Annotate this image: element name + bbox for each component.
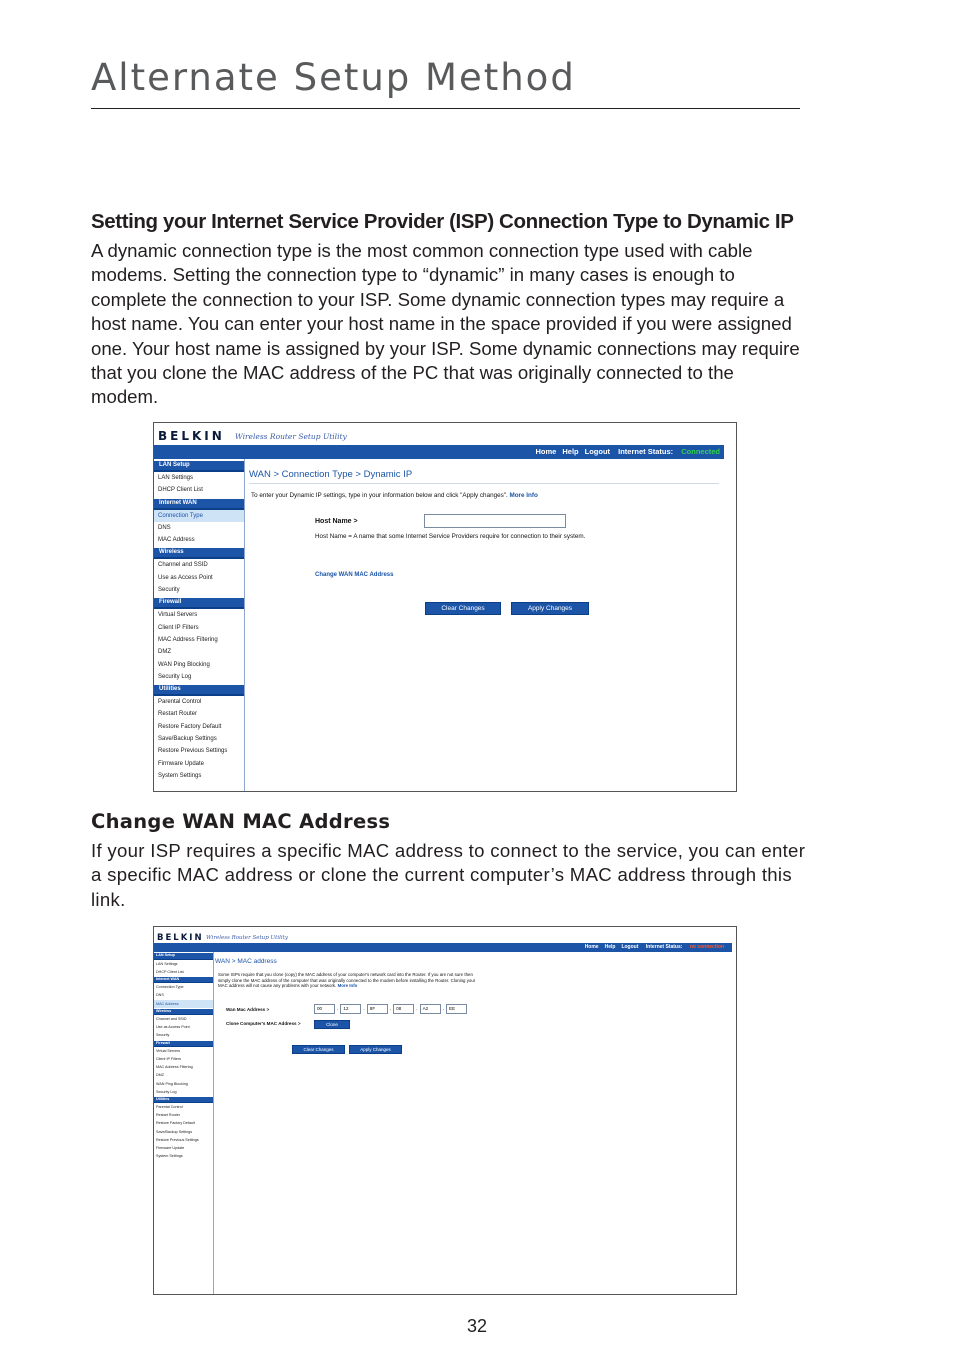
status-value: no connection <box>689 944 724 950</box>
sidebar-item-lan-settings[interactable]: LAN Settings <box>156 961 178 966</box>
mac-address-screenshot <box>153 926 737 1295</box>
status-label: Internet Status: <box>645 944 683 950</box>
more-info-link[interactable]: More Info <box>509 492 538 499</box>
sidebar-item-security[interactable]: Security <box>158 587 180 594</box>
sidebar-item-mac-filtering[interactable]: MAC Address Filtering <box>158 636 218 643</box>
top-nav-bar <box>154 445 724 459</box>
sidebar-item-channel[interactable]: Channel and SSID <box>156 1017 187 1022</box>
sidebar-section-firewall[interactable]: Firewall <box>154 1041 213 1048</box>
sidebar-item-mac-address[interactable]: MAC Address <box>158 537 195 544</box>
sidebar-item-virtual-servers[interactable]: Virtual Servers <box>156 1049 181 1054</box>
sidebar-section-wireless[interactable]: Wireless <box>154 548 244 559</box>
sub-body: If your ISP requires a specific MAC address to connect to the service, you can enter a specific MAC address or clone the current computer’s MAC address through this link. <box>91 840 806 910</box>
mac-octet-4[interactable]: 08 <box>393 1004 414 1014</box>
sidebar-section-wireless[interactable]: Wireless <box>154 1009 213 1016</box>
belkin-logo: BELKIN <box>158 429 225 443</box>
host-name-input[interactable] <box>424 514 566 528</box>
host-name-label: Host Name > <box>315 518 358 525</box>
help-link[interactable]: Help <box>604 944 616 950</box>
mac-octet-6[interactable]: EE <box>446 1004 467 1014</box>
apply-changes-button[interactable]: Apply Changes <box>349 1045 402 1054</box>
sidebar-item-system-settings[interactable]: System Settings <box>158 772 202 779</box>
apply-changes-button[interactable]: Apply Changes <box>511 602 589 615</box>
sidebar-item-backup[interactable]: Save/Backup Settings <box>158 736 217 743</box>
sidebar-item-backup[interactable]: Save/Backup Settings <box>156 1129 193 1134</box>
sidebar-item-dhcp[interactable]: DHCP Client List <box>156 969 184 974</box>
sidebar-section-utilities[interactable]: Utilities <box>154 1097 213 1104</box>
mac-address-fields: 00 . 12 . 8F . 08 . A2 . EE <box>314 1004 469 1022</box>
clone-mac-label: Clone Computer's MAC Address > <box>226 1021 301 1026</box>
top-nav-bar <box>154 943 732 952</box>
sidebar-item-wan-ping[interactable]: WAN Ping Blocking <box>158 661 210 668</box>
sidebar-item-factory-default[interactable]: Restore Factory Default <box>156 1121 195 1126</box>
sidebar-section-lan[interactable]: LAN Setup <box>154 461 244 472</box>
sidebar-item-wan-ping[interactable]: WAN Ping Blocking <box>156 1081 188 1086</box>
sidebar-item-restore-previous[interactable]: Restore Previous Settings <box>158 748 228 755</box>
intro-line: To enter your Dynamic IP settings, type in your information below and click "Apply changes". <box>251 492 508 499</box>
sidebar-item-channel[interactable]: Channel and SSID <box>158 562 208 569</box>
sidebar <box>154 459 245 791</box>
logout-link[interactable]: Logout <box>584 447 611 456</box>
sidebar-item-parental[interactable]: Parental Control <box>158 699 202 706</box>
sidebar-item-dns[interactable]: DNS <box>158 524 171 531</box>
status-label: Internet Status: <box>618 447 674 456</box>
top-links <box>579 943 732 952</box>
sidebar-item-security[interactable]: Security <box>156 1033 170 1038</box>
top-links <box>530 445 724 459</box>
sidebar-item-security-log[interactable]: Security Log <box>156 1089 177 1094</box>
sidebar-item-mac-filtering[interactable]: MAC Address Filtering <box>156 1065 193 1070</box>
sidebar-item-client-ip[interactable]: Client IP Filters <box>158 624 199 631</box>
status-value: Connected <box>681 447 720 456</box>
sidebar-item-security-log[interactable]: Security Log <box>158 673 192 680</box>
sidebar-item-restart[interactable]: Restart Router <box>158 711 198 718</box>
sidebar-section-firewall[interactable]: Firewall <box>154 598 244 609</box>
sidebar-item-access-point[interactable]: Use as Access Point <box>156 1025 190 1030</box>
sidebar-item-client-ip[interactable]: Client IP Filters <box>156 1057 181 1062</box>
sidebar-item-connection-type[interactable]: Connection Type <box>156 985 184 990</box>
subheading: Change WAN MAC Address <box>91 810 391 833</box>
dynamic-ip-screenshot <box>153 422 737 792</box>
intro-line: Some ISPs require that you clone (copy) the MAC address of your computer's network card into the Router. If you are not sure then simply clone the MAC address of the computer that was originally connected to the modem before installing the Router. Cloning your MAC address will not cause any problems with your network. <box>218 972 476 988</box>
wan-mac-label: Wan Mac Address > <box>226 1007 270 1012</box>
home-link[interactable]: Home <box>535 447 557 456</box>
host-name-help: Host Name = A name that some Internet Service Providers require for connection to their system. <box>315 533 586 540</box>
sidebar-item-dmz[interactable]: DMZ <box>158 649 171 656</box>
logout-link[interactable]: Logout <box>621 944 639 950</box>
mac-octet-2[interactable]: 12 <box>340 1004 361 1014</box>
section-heading: Setting your Internet Service Provider (ISP) Connection Type to Dynamic IP <box>91 210 794 233</box>
wan-breadcrumb: WAN > MAC address <box>215 958 277 965</box>
change-mac-link[interactable]: Change WAN MAC Address <box>315 572 394 578</box>
sidebar-section-wan[interactable]: Internet WAN <box>154 499 244 510</box>
sidebar-item-firmware[interactable]: Firmware Update <box>158 760 205 767</box>
intro-text <box>251 492 538 499</box>
mac-octet-1[interactable]: 00 <box>314 1004 335 1014</box>
belkin-logo: BELKIN <box>157 933 204 943</box>
sidebar-item-factory-default[interactable]: Restore Factory Default <box>158 723 222 730</box>
sidebar-item-dhcp[interactable]: DHCP Client List <box>158 487 203 494</box>
home-link[interactable]: Home <box>584 944 599 950</box>
sidebar-item-parental[interactable]: Parental Control <box>156 1105 183 1110</box>
clone-button[interactable]: Clone <box>314 1020 350 1029</box>
wan-breadcrumb: WAN > Connection Type > Dynamic IP <box>249 469 413 480</box>
sidebar-item-dmz[interactable]: DMZ <box>156 1073 164 1078</box>
sidebar-section-lan[interactable]: LAN Setup <box>154 953 213 960</box>
page-title: Alternate Setup Method <box>91 56 576 99</box>
sidebar-item-restart[interactable]: Restart Router <box>156 1113 180 1118</box>
sidebar-item-system-settings[interactable]: System Settings <box>156 1153 183 1158</box>
section-body: A dynamic connection type is the most common connection type used with cable modems. Setting the connection type to “dynamic” in many cases is enough to complete the connection to your ISP. Some dynamic connection types may require a host name. You can enter your host name in the space provided if you were assigned one. Your host name is assigned by your ISP. Some dynamic connections may require that you clone the MAC address of the PC that was originally connected to the modem. <box>91 240 800 408</box>
sidebar-item-mac-address[interactable]: MAC Address <box>154 1000 213 1008</box>
sidebar-item-dns[interactable]: DNS <box>156 993 164 998</box>
sidebar-item-lan-settings[interactable]: LAN Settings <box>158 475 194 481</box>
sidebar <box>154 952 214 1294</box>
more-info-link[interactable]: More Info <box>337 983 358 988</box>
sidebar-section-utilities[interactable]: Utilities <box>154 685 244 696</box>
sidebar-item-access-point[interactable]: Use as Access Point <box>158 574 213 581</box>
mac-octet-3[interactable]: 8F <box>367 1004 388 1014</box>
utility-tagline: Wireless Router Setup Utility <box>206 935 288 941</box>
title-divider <box>91 108 800 109</box>
mac-octet-5[interactable]: A2 <box>420 1004 441 1014</box>
help-link[interactable]: Help <box>562 447 579 456</box>
sidebar-item-restore-previous[interactable]: Restore Previous Settings <box>156 1137 199 1142</box>
sidebar-item-firmware[interactable]: Firmware Update <box>156 1145 185 1150</box>
page-number: 32 <box>466 1316 488 1336</box>
clear-changes-button[interactable]: Clear Changes <box>425 602 501 615</box>
sidebar-section-wan[interactable]: Internet WAN <box>154 977 213 984</box>
intro-text <box>218 972 478 989</box>
clear-changes-button[interactable]: Clear Changes <box>292 1045 345 1054</box>
sidebar-item-virtual-servers[interactable]: Virtual Servers <box>158 612 198 619</box>
sidebar-item-connection-type[interactable]: Connection Type <box>154 510 244 522</box>
utility-tagline: Wireless Router Setup Utility <box>235 432 347 441</box>
